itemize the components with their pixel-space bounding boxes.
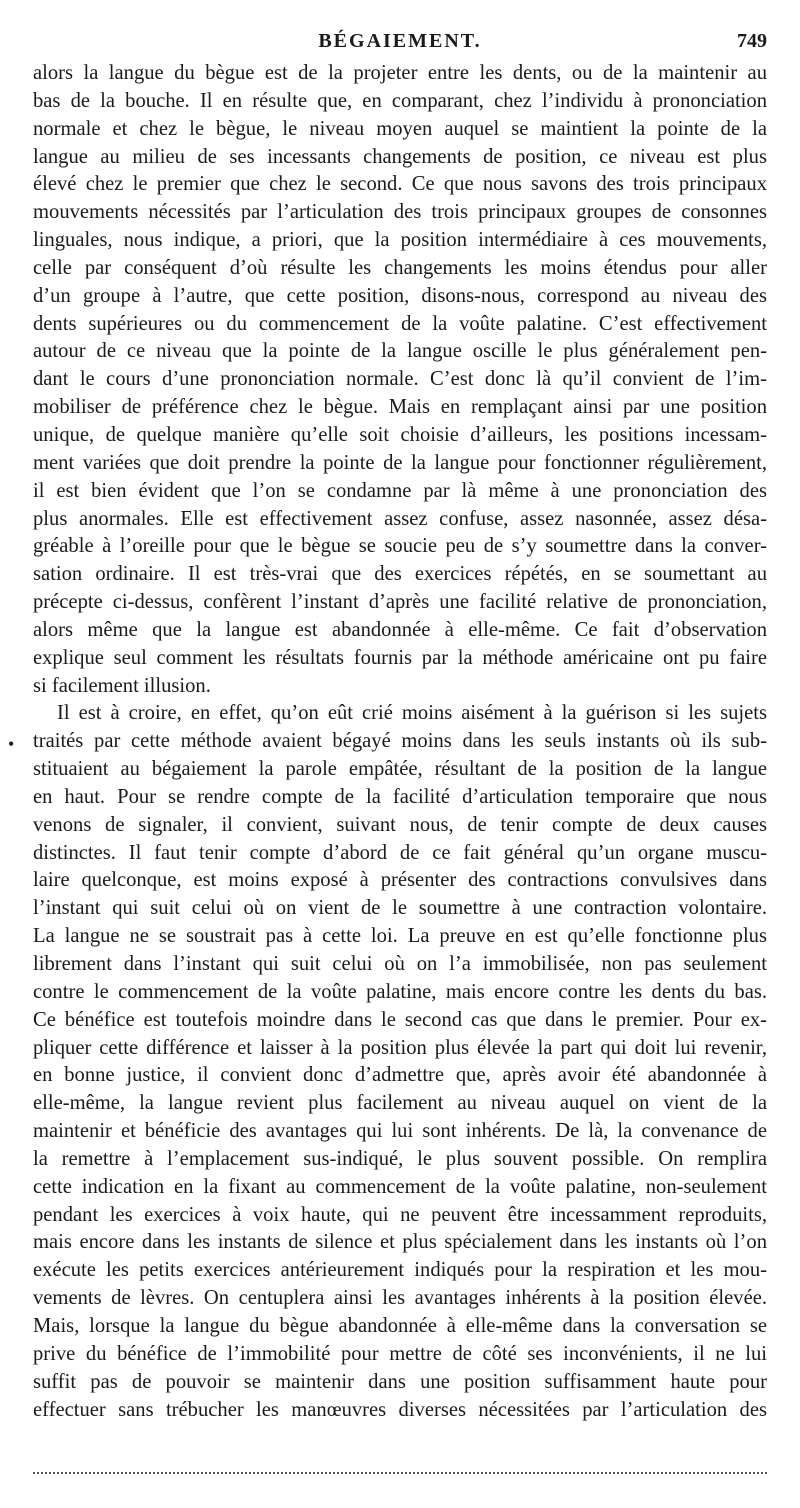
text-line: Ce bénéfice est toutefois moindre dans le second cas que dans le premier. Pour ex- — [33, 1008, 767, 1031]
text-line: pendant les exercices à voix haute, qui ne peuvent être incessamment reproduits, — [33, 1203, 767, 1226]
text-line: explique seul comment les résultats fournis par la méthode américaine ont pu faire — [33, 646, 767, 669]
text-line: librement dans l’instant qui suit celui où on l’a immobilisée, non pas seulement — [33, 953, 767, 975]
text-line: il est bien évident que l’on se condamne par là même à une prononciation des — [33, 479, 767, 502]
text-line: dents supérieures ou du commencement de la voûte palatine. C’est effectivement — [33, 312, 767, 335]
text-line: mobiliser de préférence chez le bègue. Mais en remplaçant ainsi par une position — [33, 396, 767, 419]
text-line: elle-même, la langue revient plus facilement au niveau auquel on vient de la — [33, 1092, 767, 1115]
text-line: laire quelconque, est moins exposé à présenter des contractions convulsives dans — [33, 869, 767, 892]
text-line: exécute les petits exercices antérieurement indiqués pour la respiration et les mou- — [33, 1259, 767, 1282]
text-line: plus anormales. Elle est effectivement assez confuse, assez nasonnée, assez désa- — [33, 507, 767, 530]
text-line: mouvements nécessités par l’articulation des trois principaux groupes de consonnes — [33, 201, 767, 224]
text-line: unique, de quelque manière qu’elle soit choisie d’ailleurs, les positions incessam- — [33, 423, 767, 446]
text-line: traités par cette méthode avaient bégayé moins dans les seuls instants où ils sub- — [33, 730, 767, 753]
text-line: pliquer cette différence et laisser à la position plus élevée la part qui doit lui revenir, — [33, 1036, 767, 1059]
text-line: la remettre à l’emplacement sus-indiqué, le plus souvent possible. On remplira — [33, 1147, 767, 1170]
text-line: maintenir et bénéficie des avantages qui lui sont inhérents. De là, la convenance de — [33, 1120, 767, 1143]
text-line: stituaient au bégaiement la parole empâtée, résultant de la position de la langue — [33, 758, 767, 781]
footer-dotted-rule — [33, 1470, 767, 1474]
text-line: mais encore dans les instants de silence et plus spécialement dans les instants où l’on — [33, 1231, 767, 1254]
text-line: distinctes. Il faut tenir compte d’abord de ce fait général qu’un organe muscu- — [33, 841, 767, 864]
page-number: 749 — [737, 30, 767, 52]
text-line: linguales, nous indique, a priori, que la position intermédiaire à ces mouvements, — [33, 229, 767, 252]
text-line: Mais, lorsque la langue du bègue abandonnée à elle-même dans la conversation se — [33, 1314, 767, 1337]
page-header — [33, 30, 767, 56]
text-line: venons de signaler, il convient, suivant nous, de tenir compte de deux causes — [33, 813, 767, 836]
text-line: élevé chez le premier que chez le second. Ce que nous savons des trois principaux — [33, 173, 767, 196]
text-line: ment variées que doit prendre la pointe de la langue pour fonctionner régulièrement, — [33, 451, 767, 474]
text-line: bas de la bouche. Il en résulte que, en comparant, chez l’individu à prononciation — [33, 89, 767, 112]
text-line: La langue ne se soustrait pas à cette loi. La preuve en est qu’elle fonctionne plus — [33, 925, 767, 948]
text-line: alors la langue du bègue est de la projeter entre les dents, ou de la maintenir au — [33, 62, 767, 84]
text-line: prive du bénéfice de l’immobilité pour mettre de côté ses inconvénients, il ne lui — [33, 1342, 767, 1365]
text-line: gréable à l’oreille pour que le bègue se soucie peu de s’y soumettre dans la conver- — [33, 535, 767, 558]
text-line: alors même que la langue est abandonnée à elle-même. Ce fait d’observation — [33, 618, 767, 641]
text-line: dant le cours d’une prononciation normale. C’est donc là qu’il convient de l’im- — [33, 368, 767, 391]
text-line: précepte ci-dessus, confèrent l’instant d’après une facilité relative de prononciation, — [33, 591, 767, 614]
paragraph-start-line: Il est à croire, en effet, qu’on eût crié moins aisément à la guérison si les sujets — [57, 702, 767, 725]
text-line: effectuer sans trébucher les manœuvres diverses nécessitées par l’articulation des — [33, 1398, 767, 1421]
text-line: celle par conséquent d’où résulte les changements les moins étendus pour aller — [33, 256, 767, 279]
text-line: cette indication en la fixant au commencement de la voûte palatine, non-seulement — [33, 1175, 767, 1198]
paragraph-end-line: si facilement illusion. — [33, 674, 211, 697]
text-line: normale et chez le bègue, le niveau moyen auquel se maintient la pointe de la — [33, 117, 767, 140]
text-line: langue au milieu de ses incessants changements de position, ce niveau est plus — [33, 145, 767, 168]
text-line: l’instant qui suit celui où on vient de le soumettre à une contraction volontaire. — [33, 897, 767, 920]
text-line: suffit pas de pouvoir se maintenir dans une position suffisamment haute pour — [33, 1370, 767, 1393]
running-title: BÉGAIEMENT. — [318, 30, 482, 52]
text-line: en bonne justice, il convient donc d’admettre que, après avoir été abandonnée à — [33, 1064, 767, 1087]
body-text — [33, 60, 767, 1424]
text-line: contre le commencement de la voûte palatine, mais encore contre les dents du bas. — [33, 980, 767, 1003]
text-line: en haut. Pour se rendre compte de la facilité d’articulation temporaire que nous — [33, 785, 767, 808]
text-line: d’un groupe à l’autre, que cette position, disons-nous, correspond au niveau des — [33, 284, 767, 307]
text-line: autour de ce niveau que la pointe de la langue oscille le plus généralement pen- — [33, 340, 767, 363]
text-line: vements de lèvres. On centuplera ainsi les avantages inhérents à la position élevée. — [33, 1287, 767, 1310]
margin-mark: • — [8, 734, 15, 754]
text-line: sation ordinaire. Il est très-vrai que des exercices répétés, en se soumettant au — [33, 563, 767, 586]
